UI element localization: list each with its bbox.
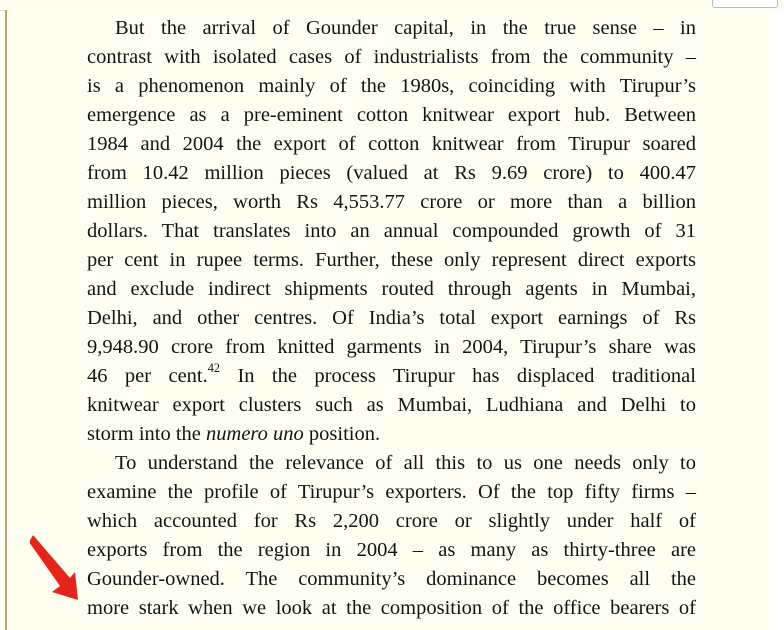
text-line: Gounder-owned. The community’s dominance becomes all the bbox=[87, 568, 696, 590]
text-line-partial bbox=[87, 623, 696, 630]
text-line: is a phenomenon mainly of the 1980s, coinciding with Tirupur’s bbox=[87, 75, 696, 97]
text-line: which accounted for Rs 2,200 crore or slightly under half of bbox=[87, 510, 696, 532]
text-line: more stark when we look at the composition of the office bearers of bbox=[87, 597, 696, 619]
text-line: and exclude indirect shipments routed through agents in Mumbai, bbox=[87, 278, 696, 300]
document-page bbox=[5, 10, 771, 630]
text-fragment: storm into the bbox=[87, 423, 207, 445]
text-line: examine the profile of Tirupur’s exporters. Of the top fifty firms – bbox=[87, 481, 696, 503]
viewer-scroll-gutter bbox=[769, 10, 784, 630]
text-line: emergence as a pre-eminent cotton knitwear export hub. Between bbox=[87, 104, 696, 126]
text-line: million pieces, worth Rs 4,553.77 crore or more than a billion bbox=[87, 191, 696, 213]
text-line: exports from the region in 2004 – as many as thirty-three are bbox=[87, 539, 696, 561]
text-line: knitwear export clusters such as Mumbai, Ludhiana and Delhi to bbox=[87, 394, 696, 416]
italic-term: numero uno bbox=[206, 423, 304, 445]
text-line: To understand the relevance of all this to us one needs only to bbox=[115, 452, 696, 474]
text-line-with-footnote bbox=[87, 362, 696, 391]
red-arrow-icon bbox=[30, 532, 82, 604]
text-line-final bbox=[87, 420, 696, 449]
text-fragment: position. bbox=[303, 423, 381, 445]
text-line: Delhi, and other centres. Of India’s total export earnings of Rs bbox=[87, 307, 696, 329]
text-line: from 10.42 million pieces (valued at Rs 9.69 crore) to 400.47 bbox=[87, 162, 696, 184]
text-fragment: In the process Tirupur has displaced traditional bbox=[220, 365, 696, 387]
toolbar-control[interactable] bbox=[712, 0, 778, 8]
text-line: 1984 and 2004 the export of cotton knitwear from Tirupur soared bbox=[87, 133, 696, 155]
text-line: But the arrival of Gounder capital, in the true sense – in bbox=[115, 17, 696, 39]
text-line: contrast with isolated cases of industrialists from the community – bbox=[87, 46, 696, 68]
text-fragment: 46 per cent. bbox=[87, 365, 208, 387]
text-line: per cent in rupee terms. Further, these only represent direct exports bbox=[87, 249, 696, 271]
text-line: 9,948.90 crore from knitted garments in 2004, Tirupur’s share was bbox=[87, 336, 696, 358]
text-line: dollars. That translates into an annual compounded growth of 31 bbox=[87, 220, 696, 242]
body-text bbox=[87, 14, 696, 630]
footnote-marker-42[interactable]: 42 bbox=[207, 361, 221, 376]
